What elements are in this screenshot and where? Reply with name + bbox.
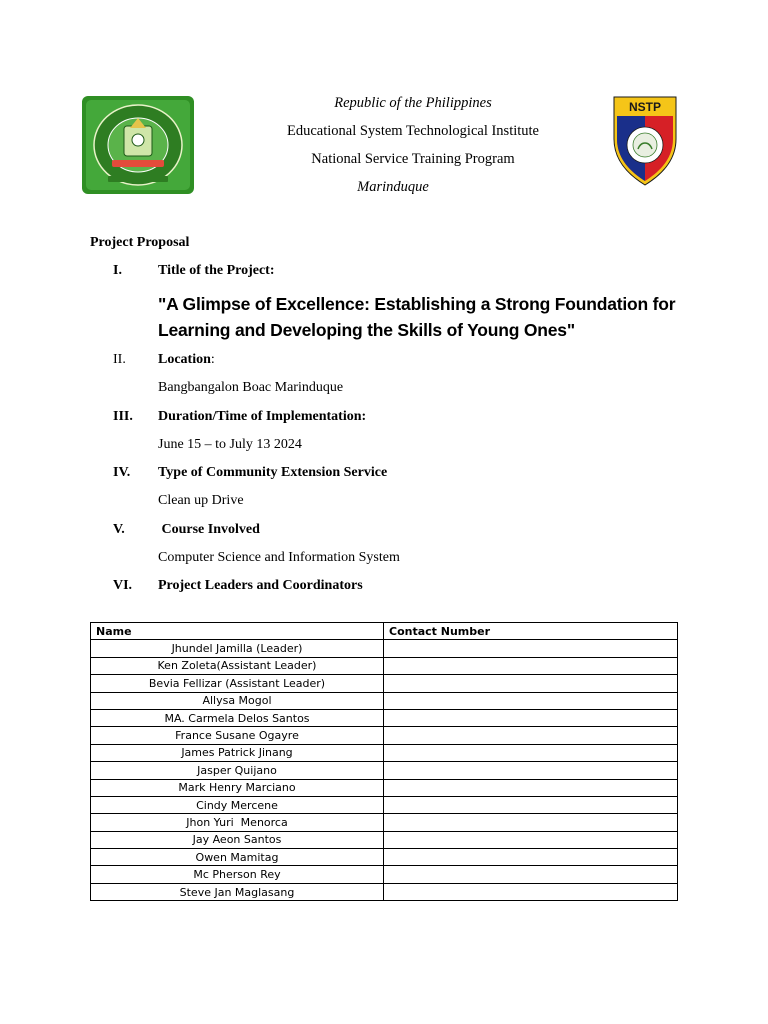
project-title: "A Glimpse of Excellence: Establishing a Strong Foundation for Learning and Developing the Skills of Young Ones": [158, 294, 676, 340]
member-contact-number: [384, 779, 678, 796]
member-name: Owen Mamitag: [91, 849, 384, 866]
table-row: [91, 883, 678, 900]
member-contact-number: [384, 744, 678, 761]
member-contact-number: [384, 709, 678, 726]
section-5-heading: Course Involved: [158, 522, 260, 537]
member-contact-number: [384, 796, 678, 813]
member-name: MA. Carmela Delos Santos: [91, 709, 384, 726]
member-name: Bevia Fellizar (Assistant Leader): [91, 675, 384, 692]
table-row: [91, 675, 678, 692]
table-header-row: [91, 623, 678, 640]
leaders-table: [90, 622, 678, 901]
section-6-number: VI.: [113, 578, 133, 593]
table-row: [91, 657, 678, 674]
table-row: [91, 762, 678, 779]
duration-text: June 15 – to July 13 2024: [158, 437, 302, 452]
section-4-heading: Type of Community Extension Service: [158, 465, 388, 480]
header-province: Marinduque: [357, 179, 429, 195]
member-name: Mark Henry Marciano: [91, 779, 384, 796]
table-row: [91, 814, 678, 831]
member-name: Cindy Mercene: [91, 796, 384, 813]
nstp-logo-text: NSTP: [628, 100, 662, 114]
section-2-heading: [158, 352, 215, 368]
member-name: Ken Zoleta(Assistant Leader): [91, 657, 384, 674]
table-row: [91, 866, 678, 883]
member-contact-number: [384, 866, 678, 883]
service-type-text: Clean up Drive: [158, 493, 244, 508]
section-1-heading: Title of the Project:: [158, 263, 275, 278]
table-row: [91, 692, 678, 709]
proposal-label: Project Proposal: [90, 235, 190, 250]
member-name: Allysa Mogol: [91, 692, 384, 709]
member-name: France Susane Ogayre: [91, 727, 384, 744]
member-contact-number: [384, 640, 678, 657]
table-row: [91, 796, 678, 813]
table-row: [91, 849, 678, 866]
section-2-heading-colon: :: [210, 352, 215, 367]
course-text: Computer Science and Information System: [158, 550, 400, 565]
nstp-shield-icon: [612, 95, 678, 187]
header-program: National Service Training Program: [311, 151, 515, 167]
section-2-number: II.: [113, 352, 126, 367]
table-row: [91, 727, 678, 744]
table-row: [91, 831, 678, 848]
table-row: [91, 640, 678, 657]
member-contact-number: [384, 831, 678, 848]
section-1-number: I.: [113, 263, 122, 278]
member-contact-number: [384, 883, 678, 900]
section-6-heading: Project Leaders and Coordinators: [158, 578, 363, 593]
header-institute: Educational System Technological Institute: [286, 123, 539, 139]
section-3-heading: Duration/Time of Implementation:: [158, 409, 367, 424]
section-2-heading-text: Location: [158, 352, 211, 367]
header-name: Name: [91, 623, 384, 640]
school-seal-icon: [82, 96, 194, 194]
member-contact-number: [384, 675, 678, 692]
section-5-number: V.: [113, 522, 125, 537]
table-row: [91, 744, 678, 761]
member-contact-number: [384, 849, 678, 866]
member-name: Jasper Quijano: [91, 762, 384, 779]
section-4-number: IV.: [113, 465, 131, 480]
member-name: Jay Aeon Santos: [91, 831, 384, 848]
section-3-number: III.: [113, 409, 133, 424]
location-text: Bangbangalon Boac Marinduque: [158, 380, 344, 395]
member-name: Steve Jan Maglasang: [91, 883, 384, 900]
member-name: Jhon Yuri Menorca: [91, 814, 384, 831]
header-republic: Republic of the Philippines: [334, 95, 492, 111]
member-name: Jhundel Jamilla (Leader): [91, 640, 384, 657]
member-contact-number: [384, 814, 678, 831]
member-contact-number: [384, 657, 678, 674]
member-contact-number: [384, 762, 678, 779]
member-name: James Patrick Jinang: [91, 744, 384, 761]
member-contact-number: [384, 727, 678, 744]
table-row: [91, 779, 678, 796]
header-contact-number: Contact Number: [384, 623, 678, 640]
member-name: Mc Pherson Rey: [91, 866, 384, 883]
member-contact-number: [384, 692, 678, 709]
table-row: [91, 709, 678, 726]
